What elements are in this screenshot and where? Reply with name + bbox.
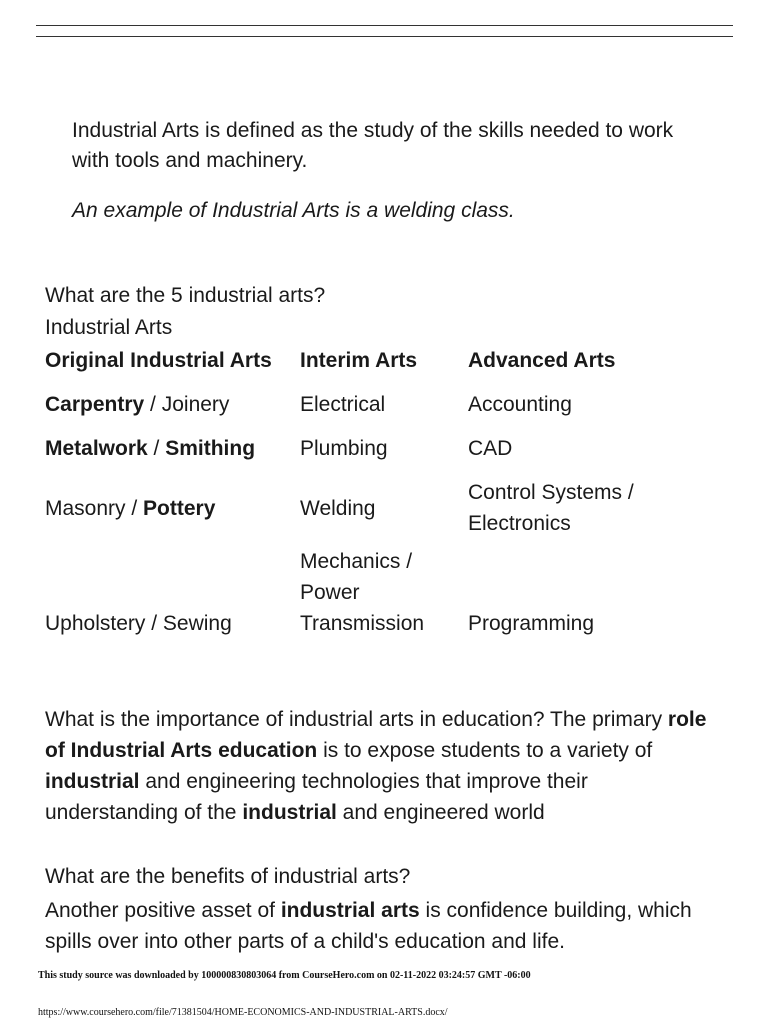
cell-original: Carpentry / Joinery — [45, 393, 230, 416]
cell-interim: Welding — [300, 496, 376, 520]
cell-advanced: Accounting — [468, 393, 572, 416]
cell-advanced: CAD — [468, 437, 513, 460]
table-row — [45, 389, 638, 433]
header-advanced: Advanced Arts — [468, 349, 616, 372]
example-paragraph: An example of Industrial Arts is a welding class. — [72, 199, 515, 222]
cell-advanced: Programming — [468, 612, 595, 635]
cell-advanced: Control Systems / Electronics — [468, 481, 634, 535]
header-rule-top — [36, 25, 733, 26]
header-interim: Interim Arts — [300, 349, 418, 372]
benefits-paragraph: Another positive asset of industrial arts is confidence building, which spills over into other parts of a child's education and life. — [45, 899, 692, 953]
cell-original: Metalwork / Smithing — [45, 437, 256, 460]
cell-original: Upholstery / Sewing — [45, 612, 232, 635]
header-original: Original Industrial Arts — [45, 349, 272, 372]
table-row — [45, 546, 638, 639]
table-row — [45, 433, 638, 477]
download-note: This study source was downloaded by 100000830803064 from CourseHero.com on 02-11-2022 03:24:57 GMT -06:00 — [38, 970, 531, 981]
table-header-row — [45, 345, 638, 389]
definition-paragraph: Industrial Arts is defined as the study of the skills needed to work with tools and machinery. — [72, 119, 674, 172]
importance-paragraph: What is the importance of industrial arts in education? The primary role of Industrial Arts education is to expose students to a variety of industrial and engineering technologies that improve their understanding of the industrial and engineered world — [45, 708, 707, 824]
cell-interim: Mechanics / Power Transmission — [300, 550, 425, 635]
question-five-arts: What are the 5 industrial arts? — [45, 284, 326, 307]
cell-interim: Plumbing — [300, 437, 388, 460]
header-rule-bottom — [36, 36, 733, 37]
table-title: Industrial Arts — [45, 316, 173, 339]
source-url-link[interactable]: https://www.coursehero.com/file/71381504/HOME-ECONOMICS-AND-INDUSTRIAL-ARTS.docx/ — [38, 1007, 448, 1018]
cell-original: Masonry / Pottery — [45, 496, 216, 520]
cell-interim: Electrical — [300, 393, 386, 416]
industrial-arts-table — [45, 345, 638, 639]
table-row — [45, 477, 638, 546]
benefits-question: What are the benefits of industrial arts? — [45, 865, 411, 888]
